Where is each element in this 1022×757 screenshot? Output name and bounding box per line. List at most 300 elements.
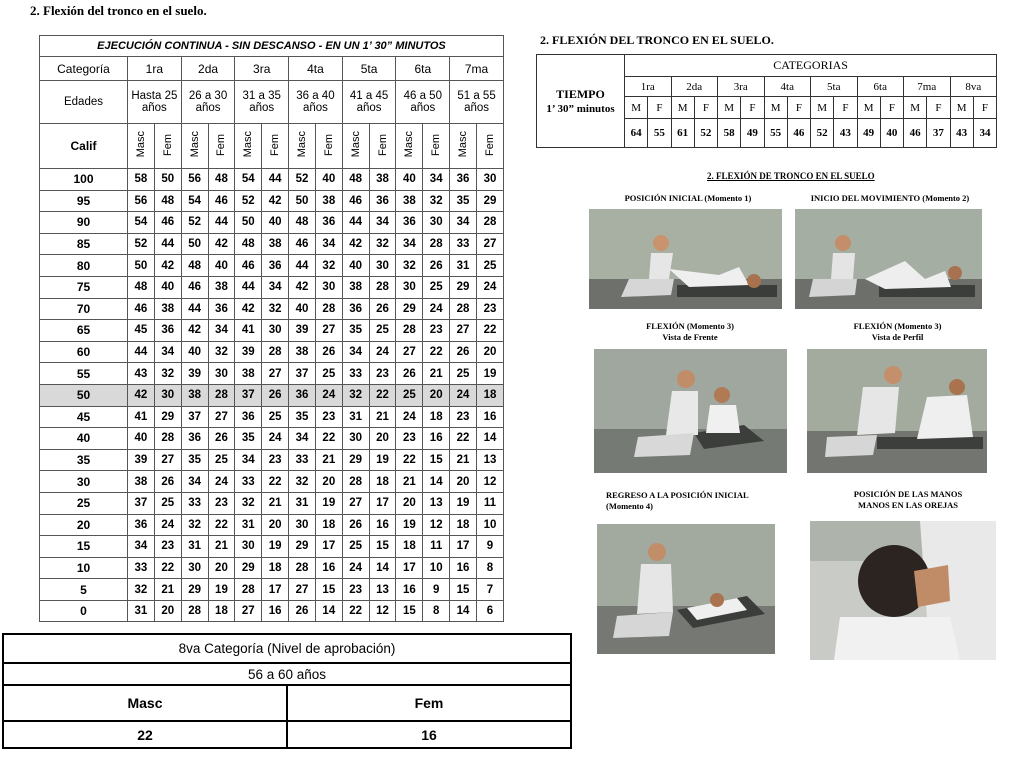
score-cell: 30 <box>181 557 208 579</box>
table-row <box>40 536 504 558</box>
score-cell: 28 <box>476 212 503 234</box>
masc-header-3 <box>289 124 316 169</box>
table-row <box>40 428 504 450</box>
score-cell: 50 <box>128 255 155 277</box>
score-cell: 45 <box>128 320 155 342</box>
fem-label: Fem <box>215 133 228 156</box>
score-cell: 44 <box>289 255 316 277</box>
score-cell: 46 <box>154 212 181 234</box>
score-cell: 40 <box>154 276 181 298</box>
score-cell: 48 <box>289 212 316 234</box>
score-cell: 40 <box>208 255 235 277</box>
score-cell: 44 <box>235 276 262 298</box>
cat-value: 64 <box>625 119 648 148</box>
calif-value: 85 <box>40 233 128 255</box>
score-cell: 33 <box>181 492 208 514</box>
score-cell: 50 <box>181 233 208 255</box>
score-cell: 40 <box>181 341 208 363</box>
tiempo-cell <box>537 55 625 148</box>
score-cell: 50 <box>154 169 181 191</box>
score-cell: 32 <box>128 579 155 601</box>
masc-header-5 <box>396 124 423 169</box>
calif-value: 45 <box>40 406 128 428</box>
masc-header-0 <box>128 124 155 169</box>
table-row <box>40 449 504 471</box>
score-cell: 25 <box>369 320 396 342</box>
masc-header-4 <box>342 124 369 169</box>
masc-label: Masc <box>295 131 308 158</box>
score-cell: 46 <box>208 190 235 212</box>
fem-header-1 <box>208 124 235 169</box>
table-row <box>40 406 504 428</box>
caption-movement-start: INICIO DEL MOVIMIENTO (Momento 2) <box>810 193 970 203</box>
cat-m-label: M <box>857 97 880 119</box>
score-cell: 32 <box>235 492 262 514</box>
score-cell: 29 <box>396 298 423 320</box>
fem-label: Fem <box>322 133 335 156</box>
cat-value: 43 <box>834 119 857 148</box>
score-cell: 28 <box>396 320 423 342</box>
cat-f-label: F <box>880 97 903 119</box>
cat-header-7: 8va <box>950 77 997 97</box>
score-cell: 20 <box>369 428 396 450</box>
score-cell: 18 <box>262 557 289 579</box>
score-cell: 38 <box>235 363 262 385</box>
masc-label: Masc <box>403 131 416 158</box>
cat-header-6: 7ma <box>904 77 951 97</box>
score-cell: 31 <box>128 600 155 622</box>
score-cell: 27 <box>262 363 289 385</box>
cat-value: 49 <box>741 119 764 148</box>
score-cell: 21 <box>208 536 235 558</box>
score-cell: 35 <box>289 406 316 428</box>
score-cell: 34 <box>128 536 155 558</box>
score-cell: 26 <box>423 255 450 277</box>
calif-value: 20 <box>40 514 128 536</box>
score-cell: 56 <box>128 190 155 212</box>
score-cell: 26 <box>154 471 181 493</box>
score-cell: 24 <box>315 384 342 406</box>
table-row <box>40 212 504 234</box>
score-cell: 39 <box>235 341 262 363</box>
score-cell: 30 <box>342 428 369 450</box>
score-cell: 22 <box>154 557 181 579</box>
cat-value: 43 <box>950 119 973 148</box>
score-cell: 20 <box>476 341 503 363</box>
masc-label: Masc <box>349 131 362 158</box>
cat-value: 46 <box>787 119 810 148</box>
photos-title: 2. FLEXIÓN DE TRONCO EN EL SUELO <box>707 171 875 181</box>
photo-flexion-front <box>594 349 787 473</box>
score-cell: 29 <box>476 190 503 212</box>
score-cell: 36 <box>450 169 477 191</box>
score-cell: 23 <box>262 449 289 471</box>
fem-label: Fem <box>483 133 496 156</box>
score-cell: 23 <box>208 492 235 514</box>
score-cell: 37 <box>289 363 316 385</box>
score-cell: 21 <box>423 363 450 385</box>
categoria-label: Categoría <box>40 57 128 81</box>
cat-value: 46 <box>904 119 927 148</box>
cat-value: 55 <box>648 119 671 148</box>
score-cell: 25 <box>262 406 289 428</box>
score-cell: 25 <box>208 449 235 471</box>
score-cell: 28 <box>262 341 289 363</box>
score-cell: 27 <box>315 320 342 342</box>
score-cell: 16 <box>369 514 396 536</box>
age-range-0: Hasta 25 años <box>128 81 182 124</box>
calif-value: 30 <box>40 471 128 493</box>
score-cell: 54 <box>128 212 155 234</box>
caption-hand-position <box>810 489 1006 511</box>
score-cell: 40 <box>342 255 369 277</box>
score-cell: 38 <box>315 190 342 212</box>
score-cell: 32 <box>208 341 235 363</box>
score-cell: 35 <box>235 428 262 450</box>
cat-f-label: F <box>648 97 671 119</box>
score-cell: 24 <box>342 557 369 579</box>
score-cell: 32 <box>423 190 450 212</box>
score-cell: 34 <box>342 341 369 363</box>
score-cell: 15 <box>369 536 396 558</box>
cat-f-label: F <box>694 97 717 119</box>
score-cell: 16 <box>396 579 423 601</box>
score-cell: 31 <box>235 514 262 536</box>
score-cell: 28 <box>369 276 396 298</box>
score-cell: 32 <box>369 233 396 255</box>
category-header-0: 1ra <box>128 57 182 81</box>
score-cell: 37 <box>128 492 155 514</box>
score-cell: 26 <box>262 384 289 406</box>
score-cell: 12 <box>423 514 450 536</box>
score-cell: 17 <box>450 536 477 558</box>
cat-value: 34 <box>973 119 996 148</box>
score-cell: 27 <box>476 233 503 255</box>
fem-header-4 <box>369 124 396 169</box>
section-heading: 2. FLEXIÓN DEL TRONCO EN EL SUELO. <box>540 33 774 47</box>
score-cell: 28 <box>342 471 369 493</box>
score-cell: 29 <box>342 449 369 471</box>
score-cell: 8 <box>423 600 450 622</box>
score-cell: 15 <box>450 579 477 601</box>
table-row <box>40 169 504 191</box>
cat-f-label: F <box>787 97 810 119</box>
score-cell: 20 <box>450 471 477 493</box>
score-cell: 9 <box>423 579 450 601</box>
score-cell: 24 <box>450 384 477 406</box>
score-cell: 37 <box>181 406 208 428</box>
masc-header-6 <box>450 124 477 169</box>
caption-return-sub: (Momento 4) <box>606 501 653 511</box>
score-cell: 34 <box>396 233 423 255</box>
score-cell: 22 <box>342 600 369 622</box>
score-cell: 32 <box>154 363 181 385</box>
caption-flexion-front <box>595 321 785 343</box>
score-cell: 14 <box>450 600 477 622</box>
score-cell: 26 <box>208 428 235 450</box>
calif-value: 50 <box>40 384 128 406</box>
score-cell: 36 <box>181 428 208 450</box>
age-range-1: 26 a 30 años <box>181 81 235 124</box>
table-row <box>40 363 504 385</box>
score-cell: 40 <box>315 169 342 191</box>
table-row <box>40 276 504 298</box>
fem-header-6 <box>476 124 503 169</box>
score-cell: 50 <box>235 212 262 234</box>
table-row <box>40 492 504 514</box>
score-cell: 28 <box>289 557 316 579</box>
category-header-3: 4ta <box>289 57 343 81</box>
score-cell: 46 <box>342 190 369 212</box>
score-cell: 19 <box>315 492 342 514</box>
photo-hand-position <box>810 521 996 660</box>
score-cell: 20 <box>396 492 423 514</box>
score-cell: 23 <box>315 406 342 428</box>
score-cell: 41 <box>235 320 262 342</box>
caption-initial-position: POSICIÓN INICIAL (Momento 1) <box>624 193 752 203</box>
score-cell: 29 <box>289 536 316 558</box>
score-cell: 38 <box>128 471 155 493</box>
score-cell: 6 <box>476 600 503 622</box>
score-cell: 19 <box>450 492 477 514</box>
score-cell: 52 <box>128 233 155 255</box>
score-cell: 28 <box>423 233 450 255</box>
calif-value: 75 <box>40 276 128 298</box>
score-cell: 21 <box>396 471 423 493</box>
score-cell: 36 <box>315 212 342 234</box>
score-cell: 38 <box>208 276 235 298</box>
score-cell: 15 <box>396 600 423 622</box>
score-cell: 29 <box>235 557 262 579</box>
score-cell: 14 <box>423 471 450 493</box>
score-cell: 58 <box>128 169 155 191</box>
score-cell: 18 <box>315 514 342 536</box>
score-cell: 34 <box>235 449 262 471</box>
score-cell: 34 <box>369 212 396 234</box>
score-cell: 10 <box>423 557 450 579</box>
score-cell: 32 <box>181 514 208 536</box>
level-fem-value: 16 <box>287 721 571 748</box>
score-cell: 13 <box>423 492 450 514</box>
score-cell: 18 <box>476 384 503 406</box>
score-cell: 19 <box>369 449 396 471</box>
score-cell: 17 <box>262 579 289 601</box>
score-cell: 27 <box>289 579 316 601</box>
score-cell: 46 <box>128 298 155 320</box>
score-cell: 56 <box>181 169 208 191</box>
score-cell: 23 <box>369 363 396 385</box>
score-cell: 44 <box>181 298 208 320</box>
score-cell: 31 <box>450 255 477 277</box>
cat-header-3: 4ta <box>764 77 811 97</box>
score-cell: 30 <box>235 536 262 558</box>
score-cell: 7 <box>476 579 503 601</box>
score-cell: 14 <box>369 557 396 579</box>
age-range-5: 46 a 50 años <box>396 81 450 124</box>
score-cell: 28 <box>181 600 208 622</box>
score-cell: 52 <box>181 212 208 234</box>
score-cell: 16 <box>262 600 289 622</box>
score-cell: 34 <box>262 276 289 298</box>
masc-label: Masc <box>134 131 147 158</box>
score-cell: 42 <box>289 276 316 298</box>
table-row <box>40 579 504 601</box>
calif-value: 40 <box>40 428 128 450</box>
score-cell: 29 <box>450 276 477 298</box>
cat-header-0: 1ra <box>625 77 672 97</box>
score-cell: 22 <box>369 384 396 406</box>
score-cell: 20 <box>208 557 235 579</box>
cat-m-label: M <box>811 97 834 119</box>
score-cell: 23 <box>450 406 477 428</box>
score-cell: 38 <box>262 233 289 255</box>
score-cell: 12 <box>369 600 396 622</box>
score-cell: 25 <box>450 363 477 385</box>
score-cell: 13 <box>369 579 396 601</box>
score-cell: 20 <box>262 514 289 536</box>
score-cell: 42 <box>154 255 181 277</box>
score-cell: 34 <box>315 233 342 255</box>
category-header-4: 5ta <box>342 57 396 81</box>
score-cell: 36 <box>235 406 262 428</box>
score-cell: 32 <box>289 471 316 493</box>
score-cell: 44 <box>342 212 369 234</box>
score-cell: 23 <box>423 320 450 342</box>
caption-flexion-front-title: FLEXIÓN (Momento 3) <box>646 321 734 331</box>
score-cell: 46 <box>289 233 316 255</box>
score-cell: 33 <box>128 557 155 579</box>
score-cell: 29 <box>181 579 208 601</box>
score-cell: 30 <box>208 363 235 385</box>
score-cell: 48 <box>154 190 181 212</box>
calif-label: Calif <box>40 124 128 169</box>
caption-flexion-front-sub: Vista de Frente <box>662 332 718 342</box>
fem-header-0 <box>154 124 181 169</box>
score-cell: 30 <box>369 255 396 277</box>
score-cell: 29 <box>154 406 181 428</box>
score-cell: 36 <box>262 255 289 277</box>
cat-value: 52 <box>811 119 834 148</box>
fem-label: Fem <box>376 133 389 156</box>
table-row <box>40 600 504 622</box>
score-cell: 13 <box>476 449 503 471</box>
score-cell: 16 <box>476 406 503 428</box>
score-cell: 28 <box>450 298 477 320</box>
caption-hand-title: POSICIÓN DE LAS MANOS <box>853 489 963 499</box>
category-header-1: 2da <box>181 57 235 81</box>
score-cell: 14 <box>476 428 503 450</box>
score-cell: 42 <box>262 190 289 212</box>
cat-m-label: M <box>950 97 973 119</box>
category-header-6: 7ma <box>450 57 504 81</box>
cat-value: 52 <box>694 119 717 148</box>
calif-value: 95 <box>40 190 128 212</box>
score-cell: 40 <box>396 169 423 191</box>
cat-f-label: F <box>741 97 764 119</box>
edades-label: Edades <box>40 81 128 124</box>
score-cell: 34 <box>154 341 181 363</box>
fem-label: Fem <box>161 133 174 156</box>
caption-return-position <box>606 490 796 512</box>
photo-initial-position <box>589 209 782 309</box>
score-cell: 20 <box>154 600 181 622</box>
cat-value: 49 <box>857 119 880 148</box>
cat-header-5: 6ta <box>857 77 904 97</box>
age-range-4: 41 a 45 años <box>342 81 396 124</box>
score-cell: 39 <box>289 320 316 342</box>
age-range-3: 36 a 40 años <box>289 81 343 124</box>
score-cell: 19 <box>208 579 235 601</box>
score-cell: 24 <box>208 471 235 493</box>
score-table-title: EJECUCIÓN CONTINUA - SIN DESCANSO - EN UN 1’ 30” MINUTOS <box>40 36 504 57</box>
score-cell: 44 <box>262 169 289 191</box>
fem-header-3 <box>315 124 342 169</box>
score-cell: 22 <box>423 341 450 363</box>
caption-return-title: REGRESO A LA POSICIÓN INICIAL <box>606 490 749 500</box>
score-cell: 36 <box>396 212 423 234</box>
score-cell: 25 <box>423 276 450 298</box>
score-cell: 11 <box>476 492 503 514</box>
score-cell: 28 <box>208 384 235 406</box>
score-cell: 36 <box>369 190 396 212</box>
score-cell: 16 <box>450 557 477 579</box>
score-cell: 33 <box>342 363 369 385</box>
cat-value: 58 <box>718 119 741 148</box>
category-header-5: 6ta <box>396 57 450 81</box>
caption-flexion-profile-sub: Vista de Perfil <box>871 332 924 342</box>
score-cell: 42 <box>208 233 235 255</box>
score-cell: 30 <box>476 169 503 191</box>
score-cell: 33 <box>450 233 477 255</box>
score-cell: 22 <box>262 471 289 493</box>
cat-m-label: M <box>671 97 694 119</box>
calif-value: 60 <box>40 341 128 363</box>
score-cell: 48 <box>128 276 155 298</box>
score-cell: 15 <box>315 579 342 601</box>
score-cell: 38 <box>342 276 369 298</box>
score-cell: 26 <box>450 341 477 363</box>
score-cell: 25 <box>154 492 181 514</box>
score-cell: 18 <box>450 514 477 536</box>
score-cell: 38 <box>181 384 208 406</box>
calif-value: 10 <box>40 557 128 579</box>
score-cell: 48 <box>181 255 208 277</box>
level-fem-label: Fem <box>287 685 571 721</box>
score-cell: 11 <box>423 536 450 558</box>
score-cell: 36 <box>342 298 369 320</box>
score-cell: 17 <box>315 536 342 558</box>
score-cell: 22 <box>208 514 235 536</box>
score-cell: 22 <box>396 449 423 471</box>
score-cell: 27 <box>154 449 181 471</box>
calif-value: 90 <box>40 212 128 234</box>
score-cell: 30 <box>262 320 289 342</box>
score-cell: 26 <box>396 363 423 385</box>
level-masc-label: Masc <box>3 685 287 721</box>
score-cell: 30 <box>423 212 450 234</box>
score-cell: 46 <box>235 255 262 277</box>
score-cell: 9 <box>476 536 503 558</box>
calif-value: 100 <box>40 169 128 191</box>
score-cell: 27 <box>235 600 262 622</box>
score-cell: 32 <box>262 298 289 320</box>
calif-value: 80 <box>40 255 128 277</box>
approval-level-table <box>2 633 572 749</box>
score-cell: 16 <box>315 557 342 579</box>
score-cell: 36 <box>208 298 235 320</box>
score-cell: 39 <box>181 363 208 385</box>
score-cell: 31 <box>342 406 369 428</box>
